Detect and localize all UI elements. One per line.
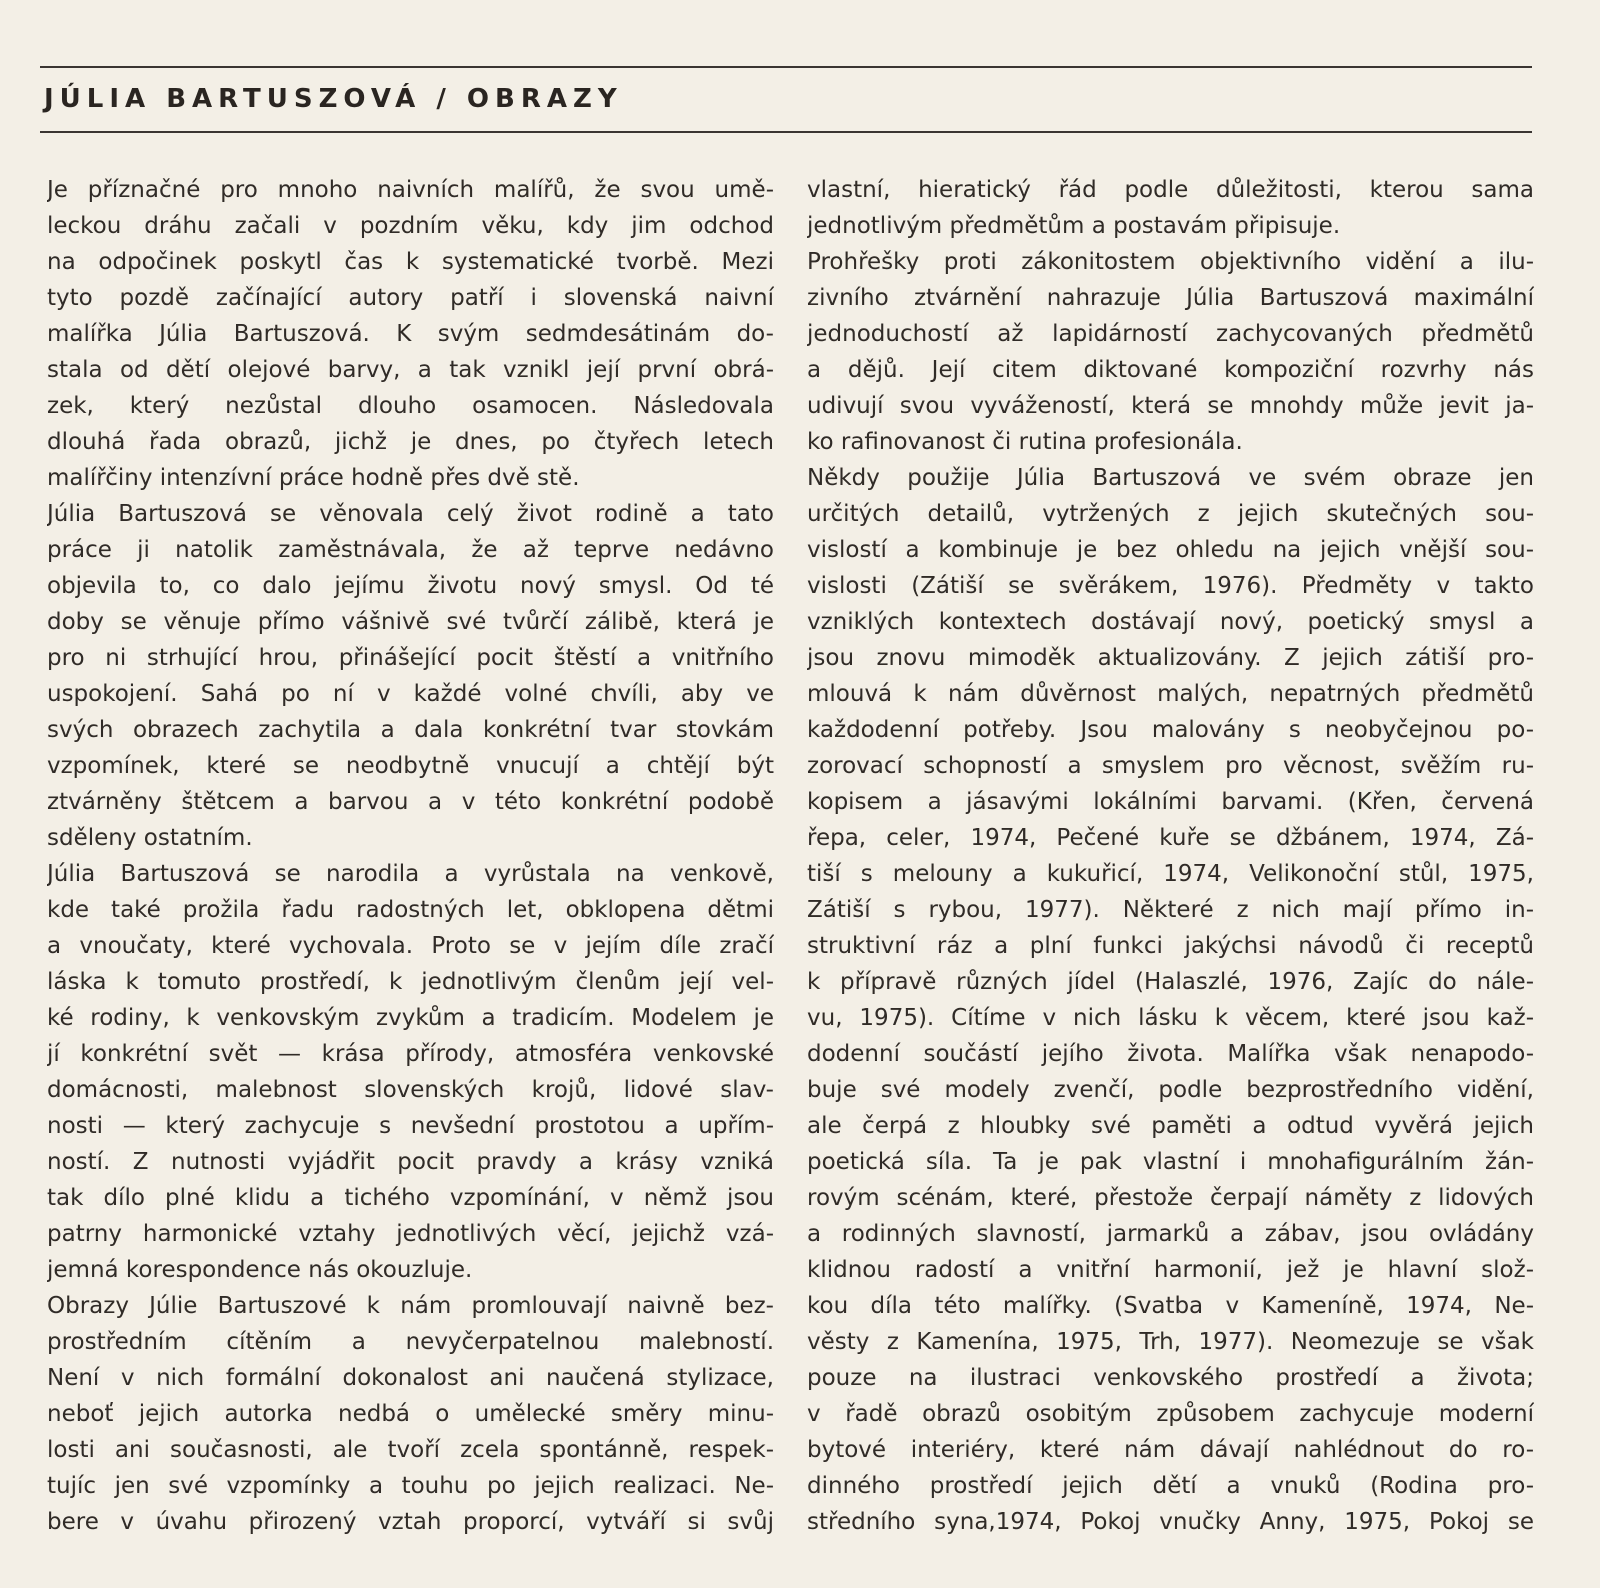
text-line: vislosti (Zátiší se svěrákem, 1976). Předměty v takto: [807, 573, 1534, 599]
text-line: jemná korespondence nás okouzluje.: [47, 1257, 473, 1283]
text-line: malířčiny intenzívní práce hodně přes dvě stě.: [47, 465, 580, 491]
text-line: vzniklých kontextech dostávají nový, poetický smysl a: [807, 609, 1534, 635]
text-line: zek, který nezůstal dlouho osamocen. Následovala: [47, 393, 774, 419]
text-line: uspokojení. Sahá po ní v každé volné chvíli, aby ve: [47, 681, 774, 707]
text-line: láska k tomuto prostředí, k jednotlivým členům její vel-: [47, 969, 774, 995]
text-line: tujíc jen své vzpomínky a touhu po jejich realizaci. Ne-: [47, 1473, 774, 1499]
text-line: ztvárněny štětcem a barvou a v této konkrétní podobě: [47, 789, 774, 815]
text-line: a rodinných slavností, jarmarků a zábav, jsou ovládány: [807, 1221, 1534, 1247]
text-line: leckou dráhu začali v pozdním věku, kdy jim odchod: [47, 213, 774, 239]
text-line: určitých detailů, vytržených z jejich skutečných sou-: [807, 501, 1534, 527]
text-line: Není v nich formální dokonalost ani naučená stylizace,: [47, 1365, 774, 1391]
text-line: středního syna,1974, Pokoj vnučky Anny, 1975, Pokoj se: [807, 1509, 1534, 1535]
text-line: každodenní potřeby. Jsou malovány s neobyčejnou po-: [807, 717, 1534, 743]
text-line: dinného prostředí jejich dětí a vnuků (Rodina pro-: [807, 1473, 1534, 1499]
text-line: vu, 1975). Cítíme v nich lásku k věcem, které jsou kaž-: [807, 1005, 1534, 1031]
text-line: Júlia Bartuszová se věnovala celý život rodině a tato: [47, 501, 774, 527]
text-line: ké rodiny, k venkovským zvykům a tradicím. Modelem je: [47, 1005, 774, 1031]
text-line: Je příznačné pro mnoho naivních malířů, že svou umě-: [47, 177, 774, 203]
text-line: rovým scénám, které, přestože čerpají náměty z lidových: [807, 1185, 1534, 1211]
text-line: ko rafinovanost či rutina profesionála.: [807, 429, 1243, 455]
text-line: struktivní ráz a plní funkci jakýchsi návodů či receptů: [807, 933, 1534, 959]
text-line: ale čerpá z hloubky své paměti a odtud vyvěrá jejich: [807, 1113, 1534, 1139]
text-line: jsou znovu mimoděk aktualizovány. Z jejich zátiší pro-: [807, 645, 1534, 671]
text-line: domácnosti, malebnost slovenských krojů, lidové slav-: [47, 1077, 774, 1103]
text-line: losti ani současnosti, ale tvoří zcela spontánně, respek-: [47, 1437, 774, 1463]
text-line: jí konkrétní svět — krása přírody, atmosféra venkovské: [47, 1041, 774, 1067]
text-line: mlouvá k nám důvěrnost malých, nepatrných předmětů: [807, 681, 1534, 707]
text-line: zorovací schopností a smyslem pro věcnost, svěžím ru-: [807, 753, 1534, 779]
text-line: na odpočinek poskytl čas k systematické tvorbě. Mezi: [47, 249, 774, 275]
text-line: a vnoučaty, které vychovala. Proto se v jejím díle zračí: [47, 933, 774, 959]
text-line: doby se věnuje přímo vášnivě své tvůrčí zálibě, která je: [47, 609, 774, 635]
text-line: vzpomínek, které se neodbytně vnucují a chtějí být: [47, 753, 774, 779]
text-line: dodenní součástí jejího života. Malířka však nenapodo-: [807, 1041, 1534, 1067]
text-line: kde také prožila řadu radostných let, obklopena dětmi: [47, 897, 774, 923]
text-line: sděleny ostatním.: [47, 825, 253, 851]
text-line: bytové interiéry, které nám dávají nahlédnout do ro-: [807, 1437, 1534, 1463]
text-line: klidnou radostí a vnitřní harmonií, jež je hlavní slož-: [807, 1257, 1534, 1283]
text-line: v řadě obrazů osobitým způsobem zachycuje moderní: [807, 1401, 1534, 1427]
text-line: poetická síla. Ta je pak vlastní i mnohafigurálním žán-: [807, 1149, 1534, 1175]
page-title: JÚLIA BARTUSZOVÁ / OBRAZY: [44, 84, 623, 114]
text-line: vlastní, hieratický řád podle důležitosti, kterou sama: [807, 177, 1534, 203]
text-line: pro ni strhující hrou, přinášející pocit štěstí a vnitřního: [47, 645, 774, 671]
text-line: práce ji natolik zaměstnávala, že až teprve nedávno: [47, 537, 774, 563]
text-line: Někdy použije Júlia Bartuszová ve svém obraze jen: [807, 465, 1534, 491]
text-line: a dějů. Její citem diktované kompoziční rozvrhy nás: [807, 357, 1534, 383]
text-line: patrny harmonické vztahy jednotlivých věcí, jejichž vzá-: [47, 1221, 774, 1247]
text-line: neboť jejich autorka nedbá o umělecké směry minu-: [47, 1401, 774, 1427]
text-line: k přípravě různých jídel (Halaszlé, 1976, Zajíc do nále-: [807, 969, 1534, 995]
text-line: prostředním cítěním a nevyčerpatelnou malebností.: [47, 1329, 774, 1355]
text-line: svých obrazech zachytila a dala konkrétní tvar stovkám: [47, 717, 774, 743]
top-rule: [40, 66, 1532, 68]
text-line: zivního ztvárnění nahrazuje Júlia Bartuszová maximální: [807, 285, 1534, 311]
text-line: malířka Júlia Bartuszová. K svým sedmdesátinám do-: [47, 321, 774, 347]
text-line: Obrazy Júlie Bartuszové k nám promlouvají naivně bez-: [47, 1293, 774, 1319]
text-line: stala od dětí olejové barvy, a tak vznikl její první obrá-: [47, 357, 774, 383]
text-line: kopisem a jásavými lokálními barvami. (Křen, červená: [807, 789, 1534, 815]
text-line: kou díla této malířky. (Svatba v Kameníně, 1974, Ne-: [807, 1293, 1534, 1319]
text-line: nosti — který zachycuje s nevšední prostotou a upřím-: [47, 1113, 774, 1139]
text-line: objevila to, co dalo jejímu životu nový smysl. Od té: [47, 573, 774, 599]
text-line: Júlia Bartuszová se narodila a vyrůstala na venkově,: [47, 861, 774, 887]
text-line: jednoduchostí až lapidárností zachycovaných předmětů: [807, 321, 1534, 347]
text-line: řepa, celer, 1974, Pečené kuře se džbánem, 1974, Zá-: [807, 825, 1534, 851]
text-line: dlouhá řada obrazů, jichž je dnes, po čtyřech letech: [47, 429, 774, 455]
text-line: tyto pozdě začínající autory patří i slovenská naivní: [47, 285, 774, 311]
text-line: Zátiší s rybou, 1977). Některé z nich mají přímo in-: [807, 897, 1534, 923]
text-column-left: [47, 172, 774, 1540]
text-line: udivují svou vyvážeností, která se mnohdy může jevit ja-: [807, 393, 1534, 419]
text-line: tak dílo plné klidu a tichého vzpomínání, v němž jsou: [47, 1185, 774, 1211]
text-line: věsty z Kamenína, 1975, Trh, 1977). Neomezuje se však: [807, 1329, 1534, 1355]
text-line: Prohřešky proti zákonitostem objektivního vidění a ilu-: [807, 249, 1534, 275]
text-line: buje své modely zvenčí, podle bezprostředního vidění,: [807, 1077, 1534, 1103]
text-line: tiší s melouny a kukuřicí, 1974, Velikonoční stůl, 1975,: [807, 861, 1534, 887]
text-line: pouze na ilustraci venkovského prostředí a života;: [807, 1365, 1534, 1391]
text-line: ností. Z nutnosti vyjádřit pocit pravdy a krásy vzniká: [47, 1149, 774, 1175]
header-rule: [40, 131, 1532, 133]
text-line: jednotlivým předmětům a postavám připisuje.: [807, 213, 1341, 239]
text-line: vislostí a kombinuje je bez ohledu na jejich vnější sou-: [807, 537, 1534, 563]
text-column-right: [807, 172, 1534, 1540]
text-line: bere v úvahu přirozený vztah proporcí, vytváří si svůj: [47, 1509, 774, 1535]
